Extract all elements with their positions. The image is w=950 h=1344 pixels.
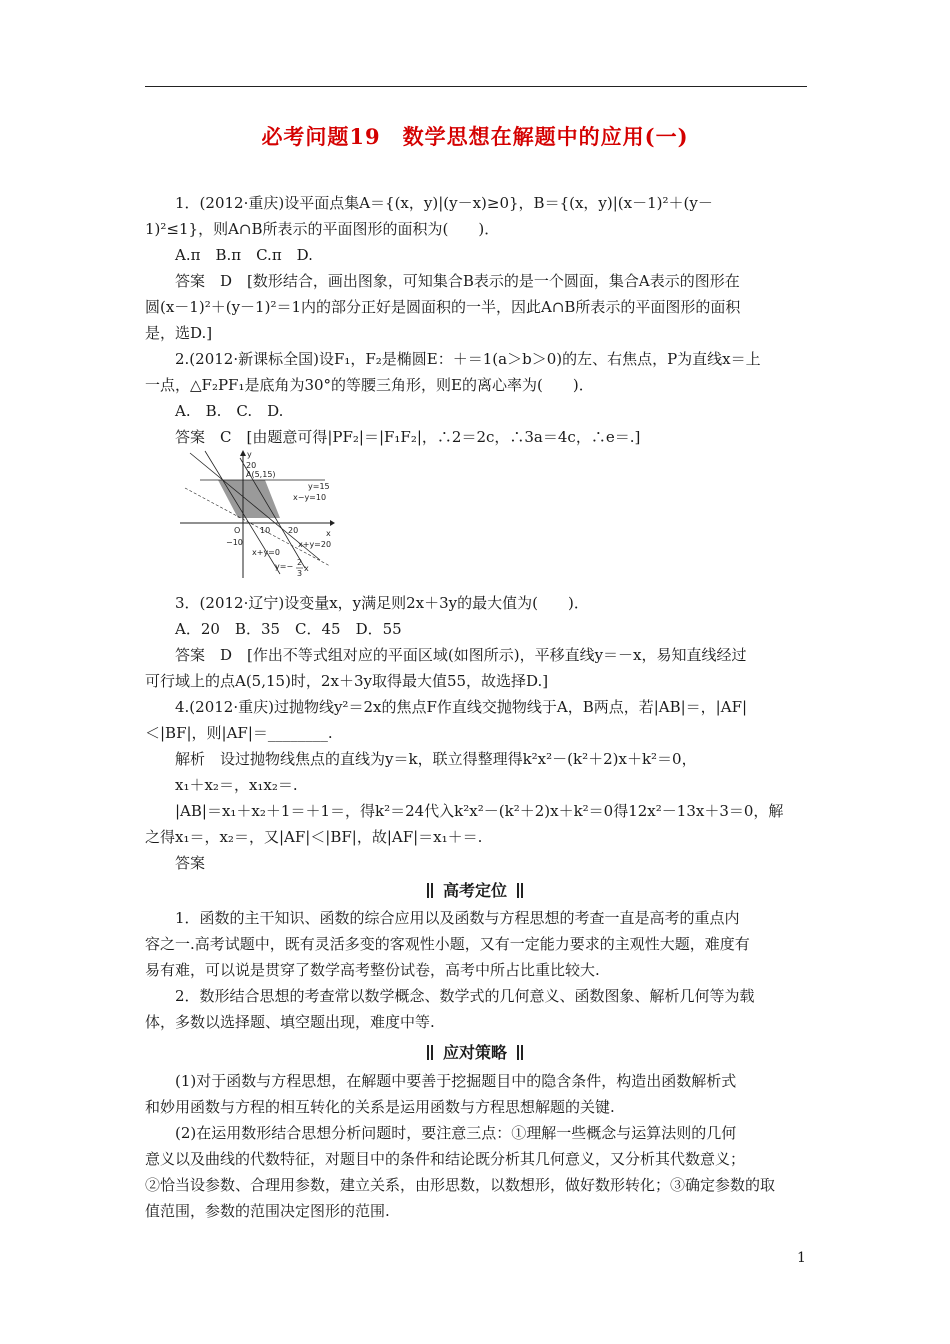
top-rule <box>145 86 807 87</box>
label-y15: y=15 <box>308 482 330 491</box>
section2-line-5: ②恰当设参数、合理用参数，建立关系，由形思数，以数想形，做好数形转化；③确定参数的取 <box>145 1176 776 1194</box>
feasible-region <box>218 480 280 518</box>
x-arrow <box>330 520 335 526</box>
problem-4-solution-line-4: 之得x₁＝，x₂＝，又|AF|＜|BF|，故|AF|＝x₁＋＝. <box>145 828 483 846</box>
frac-numerator: 2 <box>297 558 303 567</box>
problem-1-answer-line-1: 答案 D [数形结合，画出图象，可知集合B表示的是一个圆面，集合A表示的图形在 <box>175 272 740 290</box>
heading-bar-right <box>517 883 523 898</box>
problem-2-line-1: 2.(2012·新课标全国)设F₁，F₂是椭圆E：＋＝1(a＞b＞0)的左、右焦点，P为直线x＝上 <box>175 350 761 368</box>
y-tick-20: 20 <box>246 461 257 470</box>
section1-line-4: 2．数形结合思想的考查常以数学概念、数学式的几何意义、函数图象、解析几何等为载 <box>175 987 755 1005</box>
section2-line-4: 意义以及曲线的代数特征，对题目中的条件和结论既分析其几何意义，又分析其代数意义； <box>145 1150 746 1168</box>
problem-3-line-1: 3．(2012·辽宁)设变量x，y满足则2x＋3y的最大值为( )． <box>175 594 589 612</box>
problem-2-answer: 答案 C [由题意可得|PF₂|＝|F₁F₂|，∴2＝2c，∴3a＝4c，∴e＝.] <box>175 428 641 446</box>
section1-line-3: 易有难，可以说是贯穿了数学高考整份试卷，高考中所占比重比较大. <box>145 961 600 979</box>
problem-1-choices: A.π B.π C.π D. <box>175 246 313 264</box>
point-a-label: A(5,15) <box>246 470 276 479</box>
section1-line-2: 容之一.高考试题中，既有灵活多变的客观性小题，又有一定能力要求的主观性大题，难度有 <box>145 935 750 953</box>
problem-1-answer-line-3: 是，选D.] <box>145 324 213 342</box>
y-axis-label: y <box>247 450 252 459</box>
x-tick-10: 10 <box>260 526 271 535</box>
feasible-region-figure <box>180 448 340 583</box>
problem-2-choices: A. B. C. D. <box>175 402 284 420</box>
problem-3-answer-line-1: 答案 D [作出不等式组对应的平面区域(如图所示)，平移直线y＝－x，易知直线经过 <box>175 646 747 664</box>
problem-4-line-2: ＜|BF|，则|AF|＝________. <box>145 724 333 742</box>
heading-bar-left <box>427 883 433 898</box>
problem-4-line-1: 4.(2012·重庆)过抛物线y²＝2x的焦点F作直线交抛物线于A，B两点，若|AB|＝，|AF| <box>175 698 748 716</box>
section1-line-5: 体，多数以选择题、填空题出现，难度中等. <box>145 1013 435 1031</box>
problem-4-solution-line-3: |AB|＝x₁＋x₂＋1＝＋1＝，得k²＝24代入k²x²－(k²＋2)x＋k²＝0得12x²－13x＋3＝0，解 <box>175 802 784 820</box>
problem-4-solution-line-1: 解析 设过抛物线焦点的直线为y＝k，联立得整理得k²x²－(k²＋2)x＋k²＝0， <box>175 750 697 768</box>
section2-line-2: 和妙用函数与方程的相互转化的关系是运用函数与方程思想解题的关键. <box>145 1098 615 1116</box>
label-y-eq: y=− <box>275 562 294 571</box>
problem-2-line-2: 一点，△F₂PF₁是底角为30°的等腰三角形，则E的离心率为( )． <box>145 376 594 394</box>
label-x-plus-y-0: x+y=0 <box>252 548 280 557</box>
section-heading-gaokao: 高考定位 <box>0 878 950 901</box>
y-arrow <box>240 450 246 456</box>
frac-denominator: 3 <box>297 569 303 578</box>
problem-4-solution-line-2: x₁＋x₂＝，x₁x₂＝. <box>175 776 298 794</box>
section2-line-1: (1)对于函数与方程思想，在解题中要善于挖掘题目中的隐含条件，构造出函数解析式 <box>175 1072 737 1090</box>
section1-line-1: 1．函数的主干知识、函数的综合应用以及函数与方程思想的考查一直是高考的重点内 <box>175 909 740 927</box>
x-tick-20: 20 <box>288 526 299 535</box>
heading-bar-left <box>427 1045 433 1060</box>
page-number: 1 <box>797 1250 806 1266</box>
problem-3-answer-line-2: 可行域上的点A(5,15)时，2x＋3y取得最大值55，故选择D.] <box>145 672 549 690</box>
x-axis-label: x <box>326 529 331 538</box>
page-title: 必考问题19 数学思想在解题中的应用(一) <box>261 124 689 149</box>
y-tick-neg10: −10 <box>226 538 243 547</box>
problem-1-answer-line-2: 圆(x－1)²＋(y－1)²＝1内的部分正好是圆面积的一半，因此A∩B所表示的平面图形的面积 <box>145 298 741 316</box>
problem-3-choices: A．20 B．35 C．45 D．55 <box>175 620 402 638</box>
section2-line-6: 值范围，参数的范围决定图形的范围. <box>145 1202 390 1220</box>
problem-1-line-2: 1)²≤1}，则A∩B所表示的平面图形的面积为( )． <box>145 220 500 238</box>
section-heading-strategy: 应对策略 <box>0 1040 950 1063</box>
section2-line-3: (2)在运用数形结合思想分析问题时，要注意三点：①理解一些概念与运算法则的几何 <box>175 1124 737 1142</box>
problem-1-line-1: 1．(2012·重庆)设平面点集A＝{(x，y)|(y－x)≥0}，B＝{(x，y)|(x－1)²＋(y－ <box>175 194 713 212</box>
problem-4-answer: 答案 <box>175 854 206 872</box>
heading-bar-right <box>517 1045 523 1060</box>
label-x-minus-y: x−y=10 <box>293 493 327 502</box>
origin-label: O <box>234 526 241 535</box>
frac-var: x <box>304 564 309 573</box>
label-x-plus-y-20: x+y=20 <box>298 540 332 549</box>
